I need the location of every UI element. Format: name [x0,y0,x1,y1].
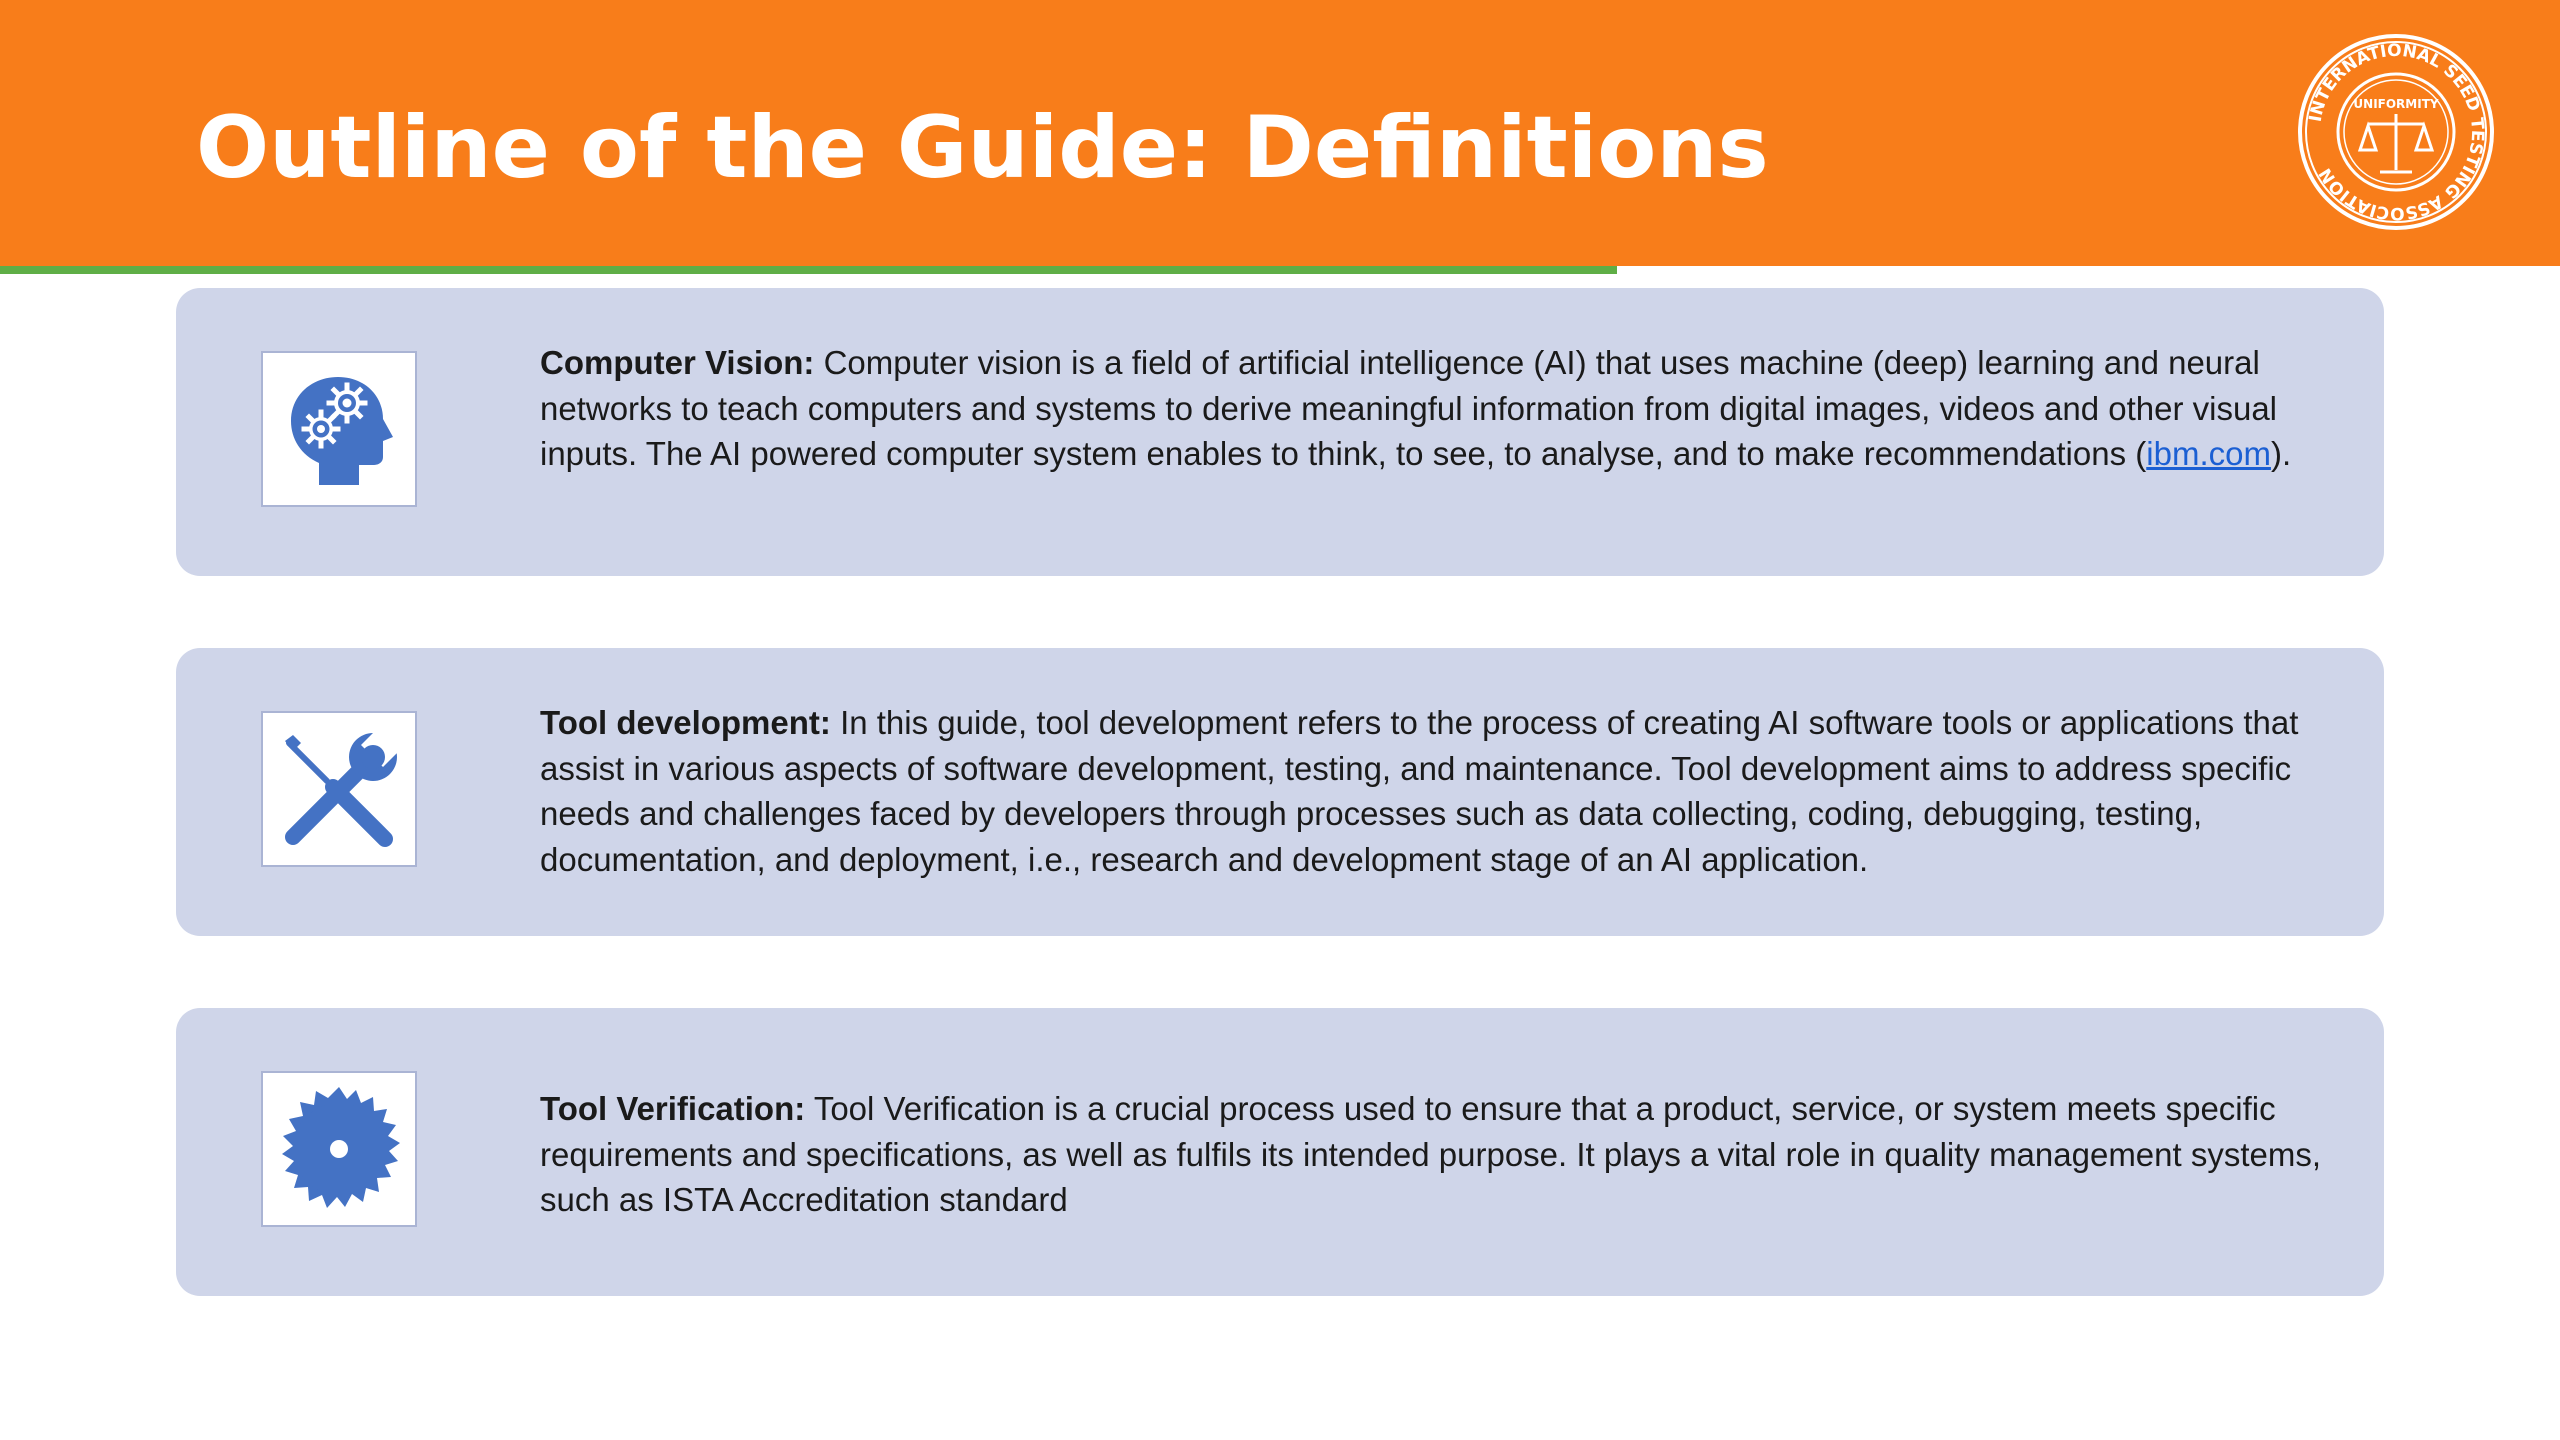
wrench-screwdriver-icon [275,725,403,853]
slide-header [0,0,2560,266]
ibm-link[interactable]: ibm.com [2146,435,2271,472]
definition-text [540,1086,2356,1223]
svg-text:UNIFORMITY: UNIFORMITY [2353,97,2439,111]
definition-card-computer-vision [176,288,2384,576]
saw-blade-icon [275,1085,403,1213]
definition-body-end: ). [2270,435,2292,472]
ista-seal-logo [2296,32,2496,232]
definition-term: Tool development: [540,704,831,741]
head-with-gears-icon [275,365,403,493]
definition-text [540,340,2356,477]
header-accent-line [0,266,1617,274]
svg-text:INTERNATIONAL SEED TESTING ASS: INTERNATIONAL SEED TESTING ASSOCIATION [2305,40,2488,224]
slide-title: Outline of the Guide: Definitions [196,98,1769,198]
definition-body: Computer vision is a field of artificial intelligence (AI) that uses machine (deep) learning and neural networks to teach computers and systems to derive meaningful information from digital images, videos and other visual inputs. The AI powered computer system enables to think, to see, to analyse, and to make recommendations ( [540,344,2278,472]
definition-card-tool-verification [176,1008,2384,1296]
icon-frame [261,711,417,867]
definition-term: Computer Vision: [540,344,815,381]
definition-term: Tool Verification: [540,1090,806,1127]
icon-frame [261,351,417,507]
icon-frame [261,1071,417,1227]
definition-body: In this guide, tool development refers to the process of creating AI software tools or applications that assist in various aspects of software development, testing, and maintenance. Tool development aims to address specific needs and challenges faced by developers through processes such as data collecting, coding, debugging, testing, documentation, and deployment, i.e., research and development stage of an AI application. [540,704,2299,878]
definition-card-tool-development [176,648,2384,936]
definition-body: Tool Verification is a crucial process used to ensure that a product, service, or system meets specific requirements and specifications, as well as fulfils its intended purpose. It plays a vital role in quality management systems, such as ISTA Accreditation standard [540,1090,2322,1218]
definition-text [540,700,2356,882]
